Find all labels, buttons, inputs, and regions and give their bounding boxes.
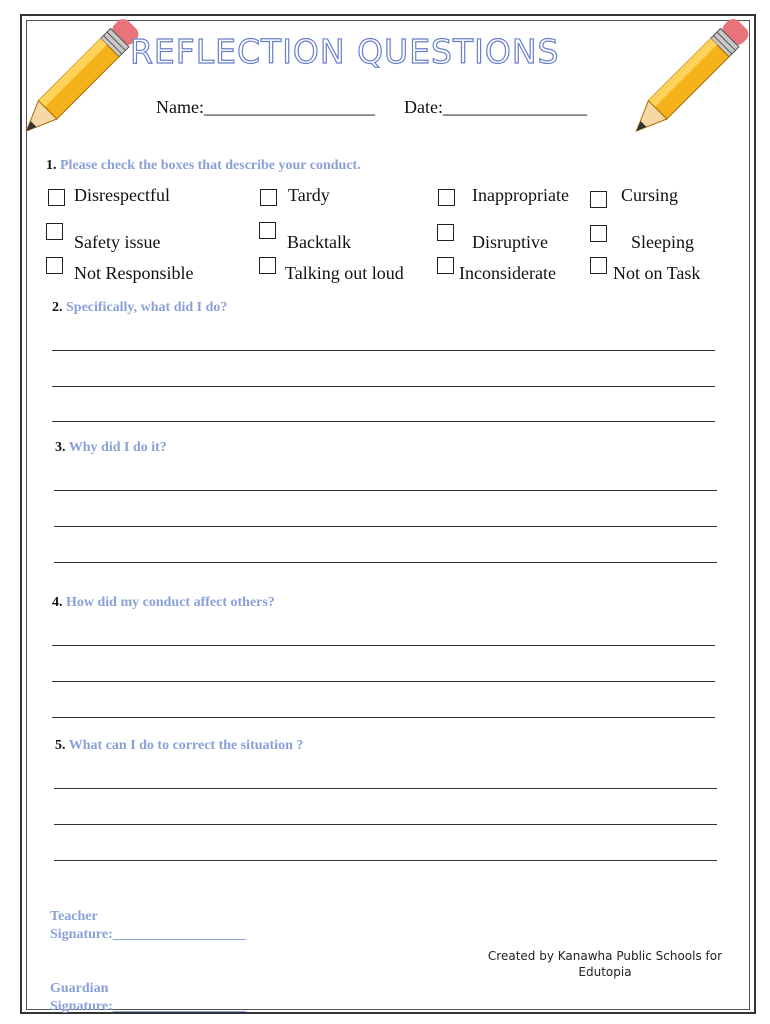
checkbox-disrespectful[interactable]	[48, 189, 65, 206]
question-3	[55, 440, 167, 456]
checkbox-inconsiderate[interactable]	[437, 257, 454, 274]
date-field[interactable]: Date:________________	[404, 97, 587, 117]
checkbox-backtalk[interactable]	[259, 222, 276, 239]
pencil-icon-right	[618, 6, 758, 151]
question-2-text: Specifically, what did I do?	[66, 300, 228, 315]
checkbox-label: Disrespectful	[74, 185, 170, 205]
checkbox-cursing[interactable]	[590, 191, 607, 208]
checkbox-label: Talking out loud	[285, 263, 404, 283]
question-4-number: 4.	[52, 595, 63, 610]
pencil-icon-left	[8, 6, 148, 151]
checkbox-label: Disruptive	[472, 232, 548, 252]
checkbox-tardy[interactable]	[260, 189, 277, 206]
answer-line[interactable]	[52, 645, 715, 646]
answer-line[interactable]	[52, 717, 715, 718]
name-field[interactable]: Name:___________________	[156, 97, 375, 117]
answer-line[interactable]	[52, 421, 715, 422]
checkbox-safety-issue[interactable]	[46, 223, 63, 240]
answer-line[interactable]	[54, 824, 717, 825]
checkbox-label: Cursing	[621, 185, 679, 205]
teacher-signature[interactable]: Teacher Signature:___________________	[50, 909, 246, 942]
answer-line[interactable]	[54, 788, 717, 789]
answer-line[interactable]	[54, 526, 717, 527]
question-1-number: 1.	[46, 158, 57, 173]
answer-line[interactable]	[54, 490, 717, 491]
answer-line[interactable]	[54, 562, 717, 563]
checkbox-label: Inconsiderate	[459, 263, 556, 283]
checkbox-label: Backtalk	[287, 232, 351, 252]
answer-line[interactable]	[54, 860, 717, 861]
checkbox-label: Sleeping	[631, 232, 694, 252]
question-5-text: What can I do to correct the situation ?	[68, 738, 304, 753]
answer-line[interactable]	[52, 681, 715, 682]
checkbox-sleeping[interactable]	[590, 225, 607, 242]
question-5	[55, 738, 303, 754]
checkbox-label: Tardy	[288, 185, 330, 205]
question-3-number: 3.	[55, 440, 66, 455]
question-2-number: 2.	[52, 300, 63, 315]
answer-line[interactable]	[52, 386, 715, 387]
question-1	[46, 158, 361, 174]
checkbox-not-responsible[interactable]	[46, 257, 63, 274]
credit-text: Created by Kanawha Public Schools for Edutopia	[487, 949, 723, 979]
question-1-text: Please check the boxes that describe your conduct.	[60, 158, 361, 173]
checkbox-talking-out-loud[interactable]	[259, 257, 276, 274]
checkbox-label: Not on Task	[613, 263, 701, 283]
checkbox-inappropriate[interactable]	[438, 189, 455, 206]
checkbox-label: Not Responsible	[74, 263, 194, 283]
question-3-text: Why did I do it?	[68, 440, 167, 455]
question-5-number: 5.	[55, 738, 66, 753]
checkbox-label: Inappropriate	[472, 185, 569, 205]
checkbox-label: Safety issue	[74, 232, 161, 252]
guardian-signature[interactable]: Guardian Signature:___________________	[50, 981, 246, 1014]
checkbox-disruptive[interactable]	[437, 224, 454, 241]
question-4	[52, 595, 275, 611]
checkbox-not-on-task[interactable]	[590, 257, 607, 274]
question-2	[52, 300, 227, 316]
question-4-text: How did my conduct affect others?	[66, 595, 275, 610]
page-title: REFLECTION QUESTIONS	[130, 32, 560, 71]
answer-line[interactable]	[52, 350, 715, 351]
